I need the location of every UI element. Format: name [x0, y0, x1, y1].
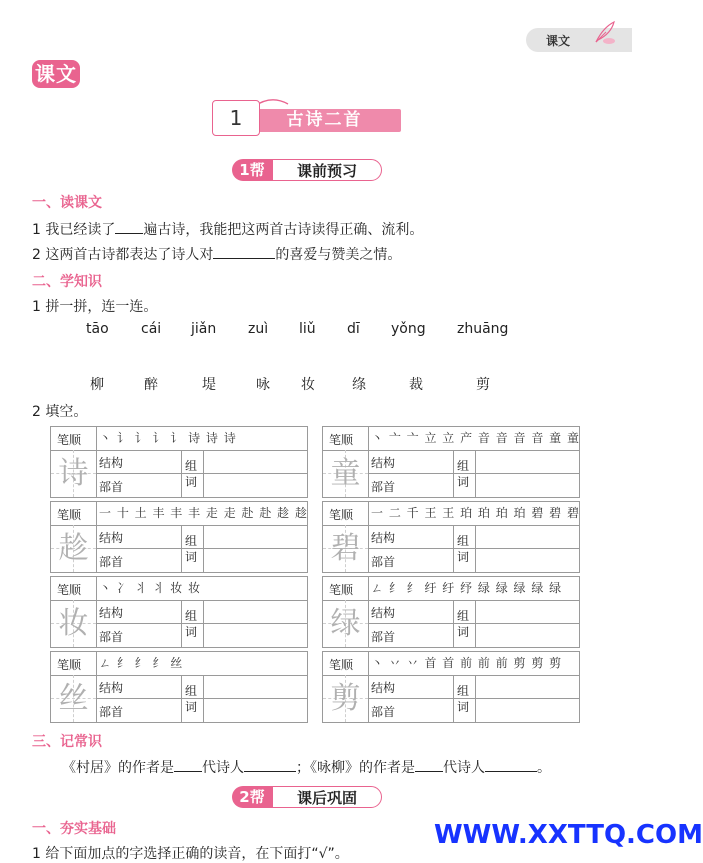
read-question-1: 1 我已经读了 遍古诗，我能把这两首古诗读得正确、流利。 [32, 222, 424, 238]
stroke-order-label: 笔顺 [329, 508, 354, 522]
structure-label: 结构 [99, 681, 124, 695]
word-label: 词 [457, 550, 470, 564]
word-label: 组 [457, 684, 470, 698]
char-item: 剪 [476, 377, 490, 393]
practice-character: 诗 [58, 456, 89, 491]
basics-question-1: 1 给下面加点的字选择正确的读音，在下面打“√”。 [32, 846, 349, 862]
card-divider [181, 525, 182, 572]
heading-knowledge: 三、记常识 [32, 734, 102, 750]
card-divider [203, 675, 204, 722]
structure-label: 结构 [371, 456, 396, 470]
card-divider [203, 525, 204, 572]
radical-label: 部首 [99, 630, 124, 644]
word-label: 组 [457, 609, 470, 623]
heading-learn: 二、学知识 [32, 274, 102, 290]
word-label: 组 [185, 684, 198, 698]
structure-label: 结构 [371, 681, 396, 695]
card-divider [203, 600, 204, 647]
heading-basics: 一、夯实基础 [32, 821, 116, 837]
radical-field[interactable] [411, 699, 451, 721]
word-label: 词 [185, 550, 198, 564]
structure-field[interactable] [139, 451, 179, 472]
word-field[interactable] [477, 676, 577, 721]
char-item: 绦 [352, 377, 366, 393]
header-tab-label: 课文 [546, 34, 571, 48]
stroke-card [322, 576, 580, 648]
stroke-card [50, 576, 308, 648]
stroke-sequence: 一 十 土 丰 丰 丰 走 走 赴 赴 趁 趁 [99, 506, 308, 520]
section-title: 课后巩固 [272, 786, 382, 808]
watermark: WWW.XXTTQ.COM [434, 820, 703, 850]
word-label: 词 [457, 700, 470, 714]
radical-field[interactable] [139, 474, 179, 496]
structure-field[interactable] [139, 676, 179, 697]
word-field[interactable] [477, 601, 577, 646]
char-item: 裁 [409, 377, 423, 393]
card-divider [453, 600, 454, 647]
stroke-sequence: ㄥ 纟 纟 纡 纡 纾 绿 绿 绿 绿 绿 [371, 581, 563, 595]
word-field[interactable] [477, 451, 577, 496]
radical-field[interactable] [139, 624, 179, 646]
learn-question-2: 2 填空。 [32, 404, 88, 420]
char-item: 堤 [202, 377, 216, 393]
radical-label: 部首 [371, 705, 396, 719]
radical-label: 部首 [371, 630, 396, 644]
stroke-sequence: ㄥ 纟 纟 纟 丝 [99, 656, 184, 670]
stroke-card [50, 651, 308, 723]
word-label: 词 [457, 475, 470, 489]
word-label: 词 [185, 700, 198, 714]
card-divider [453, 450, 454, 497]
stroke-order-label: 笔顺 [57, 508, 82, 522]
word-field[interactable] [205, 601, 305, 646]
structure-label: 结构 [371, 606, 396, 620]
word-label: 词 [185, 475, 198, 489]
card-divider [96, 577, 97, 647]
pinyin-item: zhuāng [457, 321, 509, 337]
stroke-sequence: 一 二 千 王 王 珀 珀 珀 珀 碧 碧 碧 [371, 506, 580, 520]
card-divider [475, 525, 476, 572]
word-label: 词 [185, 625, 198, 639]
word-label: 组 [185, 609, 198, 623]
radical-field[interactable] [411, 549, 451, 571]
pinyin-item: tāo [86, 321, 109, 337]
word-field[interactable] [205, 451, 305, 496]
card-divider [181, 450, 182, 497]
structure-field[interactable] [411, 451, 451, 472]
pinyin-item: jiǎn [191, 321, 217, 337]
read-question-2: 2 这两首古诗都表达了诗人对 的喜爱与赞美之情。 [32, 247, 402, 263]
header-tab [526, 28, 632, 52]
unit-badge: 课文 [32, 60, 80, 88]
practice-character: 趁 [58, 531, 89, 566]
lesson-title: 古诗二首 [248, 109, 401, 132]
radical-field[interactable] [139, 699, 179, 721]
card-divider [475, 600, 476, 647]
stroke-card [50, 426, 308, 498]
section-number: 2帮 [232, 786, 272, 808]
structure-field[interactable] [139, 601, 179, 622]
word-field[interactable] [205, 676, 305, 721]
stroke-sequence: 丶 冫 丬 丬 妆 妆 [99, 581, 202, 595]
practice-character: 童 [330, 456, 361, 491]
lesson-number: 1 [212, 100, 260, 136]
card-divider [203, 450, 204, 497]
word-label: 组 [457, 459, 470, 473]
card-divider [368, 577, 369, 647]
card-divider [475, 450, 476, 497]
radical-label: 部首 [371, 480, 396, 494]
stroke-card [322, 651, 580, 723]
practice-character: 碧 [330, 531, 361, 566]
word-field[interactable] [477, 526, 577, 571]
char-item: 妆 [301, 377, 315, 393]
word-label: 组 [185, 459, 198, 473]
stroke-sequence: 丶 丷 丷 首 首 前 前 前 剪 剪 剪 [371, 656, 563, 670]
practice-character: 剪 [330, 681, 361, 716]
radical-field[interactable] [411, 624, 451, 646]
card-divider [368, 502, 369, 572]
knowledge-question: 《村居》的作者是 代诗人 ；《咏柳》的作者是 代诗人 。 [62, 760, 551, 776]
card-divider [96, 427, 97, 497]
card-divider [96, 502, 97, 572]
stroke-card [322, 426, 580, 498]
radical-label: 部首 [371, 555, 396, 569]
card-divider [453, 525, 454, 572]
stroke-order-label: 笔顺 [57, 658, 82, 672]
feather-icon [592, 20, 618, 46]
pinyin-item: liǔ [299, 321, 316, 337]
structure-label: 结构 [99, 606, 124, 620]
word-field[interactable] [205, 526, 305, 571]
card-divider [475, 675, 476, 722]
stroke-card [322, 501, 580, 573]
stroke-sequence: 丶 亠 亠 立 立 产 音 音 音 音 童 童 [371, 431, 580, 445]
word-label: 组 [457, 534, 470, 548]
stroke-order-label: 笔顺 [329, 658, 354, 672]
card-divider [368, 652, 369, 722]
char-item: 柳 [90, 377, 104, 393]
stroke-order-label: 笔顺 [57, 583, 82, 597]
stroke-sequence: 丶 讠 讠 讠 讠 诗 诗 诗 [99, 431, 237, 445]
structure-field[interactable] [411, 601, 451, 622]
word-label: 词 [457, 625, 470, 639]
heading-read: 一、读课文 [32, 195, 102, 211]
practice-character: 丝 [58, 681, 89, 716]
structure-label: 结构 [99, 531, 124, 545]
card-divider [96, 652, 97, 722]
char-item: 醉 [144, 377, 158, 393]
word-label: 组 [185, 534, 198, 548]
card-divider [181, 675, 182, 722]
stroke-order-label: 笔顺 [329, 433, 354, 447]
structure-label: 结构 [99, 456, 124, 470]
learn-question-1: 1 拼一拼，连一连。 [32, 299, 158, 315]
stroke-order-label: 笔顺 [57, 433, 82, 447]
structure-field[interactable] [411, 676, 451, 697]
structure-field[interactable] [139, 526, 179, 547]
stroke-card [50, 501, 308, 573]
card-divider [181, 600, 182, 647]
section-title: 课前预习 [272, 159, 382, 181]
radical-label: 部首 [99, 480, 124, 494]
pinyin-item: yǒng [391, 321, 426, 337]
card-divider [453, 675, 454, 722]
stroke-order-label: 笔顺 [329, 583, 354, 597]
pinyin-item: zuì [248, 321, 269, 337]
radical-field[interactable] [411, 474, 451, 496]
radical-label: 部首 [99, 555, 124, 569]
section-number: 1帮 [232, 159, 272, 181]
char-item: 咏 [256, 377, 270, 393]
pinyin-item: dī [347, 321, 360, 337]
radical-field[interactable] [139, 549, 179, 571]
structure-field[interactable] [411, 526, 451, 547]
structure-label: 结构 [371, 531, 396, 545]
radical-label: 部首 [99, 705, 124, 719]
card-divider [368, 427, 369, 497]
practice-character: 妆 [58, 606, 89, 641]
pinyin-item: cái [141, 321, 162, 337]
practice-character: 绿 [330, 606, 361, 641]
